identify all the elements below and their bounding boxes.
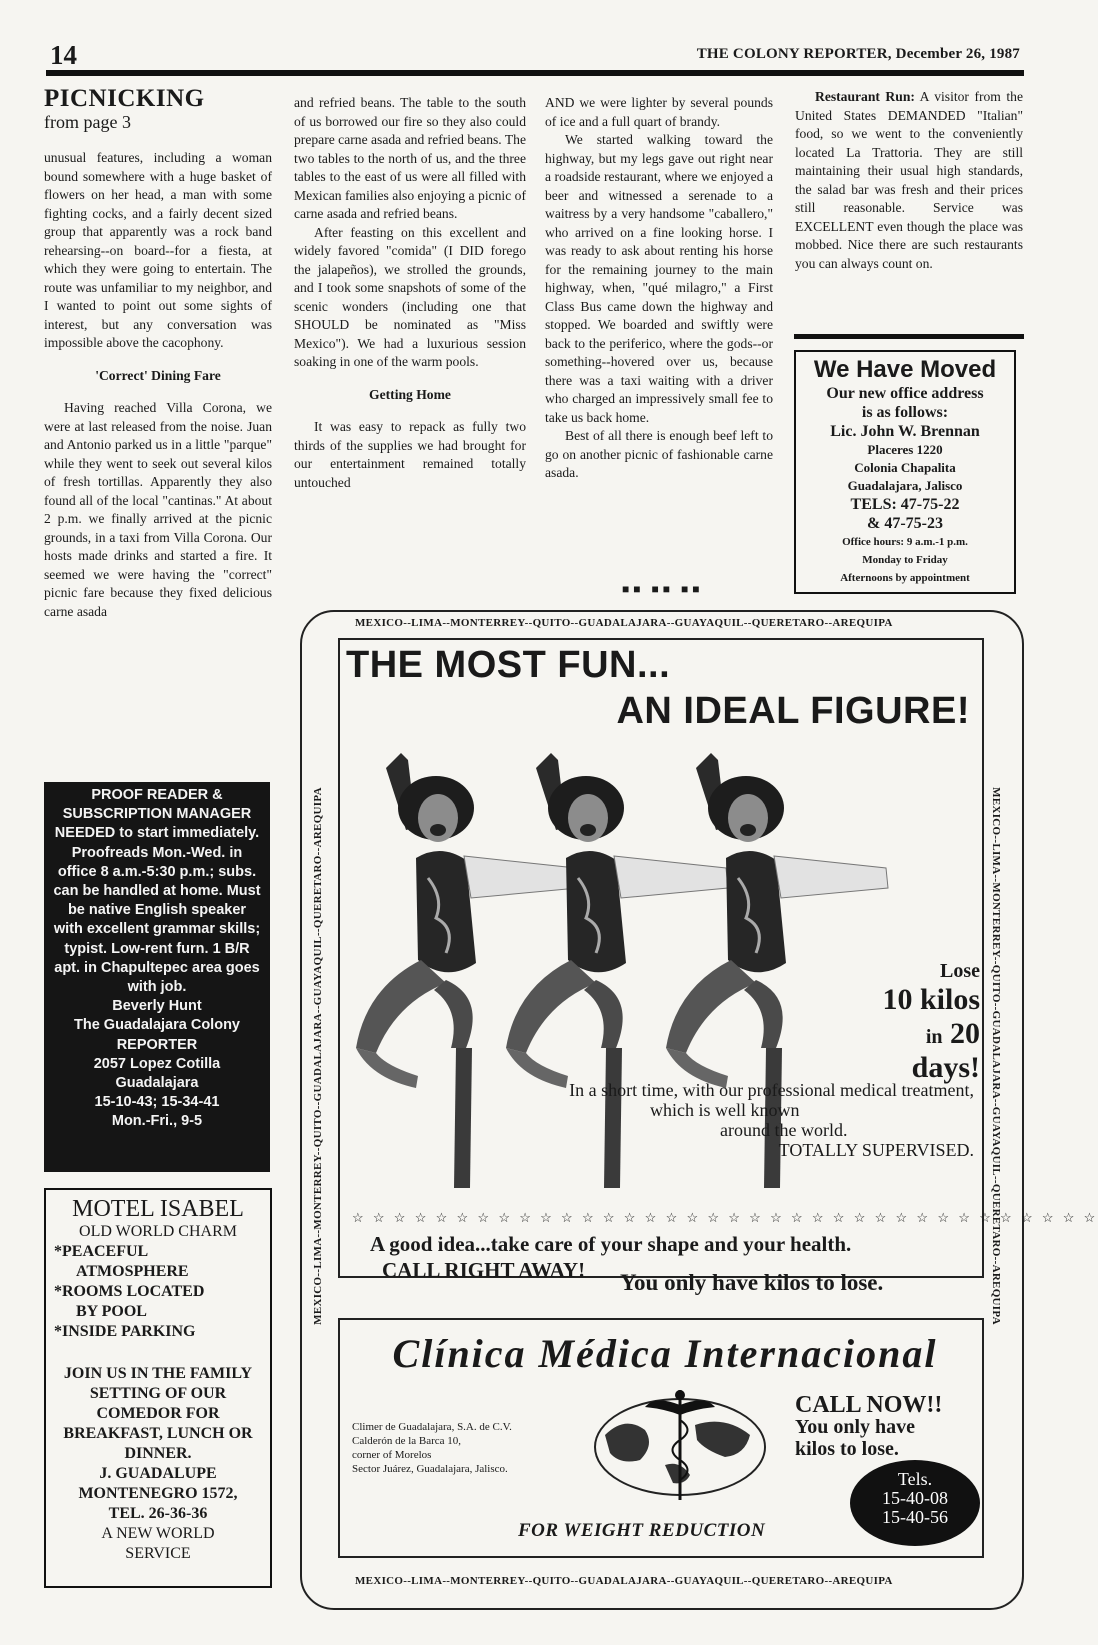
moved-city: Guadalajara, Jalisco xyxy=(847,478,963,493)
motel-name: MOTEL ISABEL xyxy=(72,1196,244,1222)
motel-tel: TEL. 26-36-36 xyxy=(108,1505,208,1522)
restaurant-text: A visitor from the United States DEMANDED "Italian" food, so we went to the conveniently located La Trattoria. They are still maintaining their usual high standards, the salad bar was fresh and their prices still reasonable. Service was EXCELLENT even though the place was mobbed. Nice there are such restaurants you can always count on. xyxy=(795,89,1023,271)
proof-contact: Mon.-Fri., 9-5 xyxy=(111,1113,203,1130)
ad-headline: AN IDEAL FIGURE! xyxy=(616,690,970,732)
header-rule xyxy=(46,70,1024,76)
proof-text: PROOF READER & SUBSCRIPTION MANAGER NEEDED to start immediately. Proofreads Mon.-Wed. in office 8 a.m.-5:30 p.m.; subs. can be handled at home. Must be native English speaker with excellent grammar skills; typist. Low-rent furn. 1 B/R apt. in Chapultepec area goes with job. xyxy=(53,787,261,996)
article-paragraph: unusual features, including a woman bound somewhere with a huge basket of flowers on her head, a man with some fighting cocks, and a fairly decent sized group that apparently was a rock band rehearsing--on board--for a fiesta, at which they were going to entertain. The route was unfamiliar to my neighbor, and I wanted to point out some sights of interest, but any conversation was impossible above the cacophony. xyxy=(44,150,272,350)
moved-colonia: Colonia Chapalita xyxy=(854,460,956,475)
call-now-block xyxy=(795,1394,942,1460)
tels-label: Tels. xyxy=(897,1469,933,1489)
clinic-address-line: Climer de Guadalajara, S.A. de C.V. xyxy=(352,1421,512,1433)
moved-tels: TELS: 47-75-22 xyxy=(850,496,960,513)
motel-line: BY POOL xyxy=(76,1303,147,1320)
ad-desc-line: In a short time, with our professional medical treatment, xyxy=(569,1080,974,1100)
motel-line: *ROOMS LOCATED xyxy=(54,1283,205,1300)
tel-number: 15-40-08 xyxy=(882,1488,948,1508)
ad-desc-line: TOTALLY SUPERVISED. xyxy=(778,1140,974,1160)
ad-desc-line: which is well known xyxy=(650,1100,800,1120)
ad-good-idea: A good idea...take care of your shape and your health. xyxy=(370,1232,852,1256)
lose-days: 20 days! xyxy=(911,1017,980,1084)
clinic-address-line: corner of Morelos xyxy=(352,1449,432,1461)
lose-callout xyxy=(860,960,980,1085)
proof-contact: Guadalajara xyxy=(115,1075,199,1092)
restaurant-column xyxy=(795,88,1023,273)
article-subhead: Getting Home xyxy=(369,386,451,402)
proof-contact: 15-10-43; 15-34-41 xyxy=(94,1094,220,1111)
article-column-2 xyxy=(294,94,526,492)
ad-desc-line: around the world. xyxy=(720,1120,848,1140)
restaurant-lead: Restaurant Run: xyxy=(815,89,915,104)
article-column-1 xyxy=(44,85,272,621)
star-divider: ☆ ☆ ☆ ☆ ☆ ☆ ☆ ☆ ☆ ☆ ☆ ☆ ☆ ☆ ☆ ☆ ☆ ☆ ☆ ☆ ☆ ☆ ☆ ☆ ☆ ☆ ☆ ☆ ☆ ☆ ☆ ☆ ☆ ☆ ☆ ☆ xyxy=(352,1210,1098,1225)
globe-caduceus-icon xyxy=(585,1385,775,1505)
ad-description xyxy=(480,1080,974,1160)
moved-days: Monday to Friday xyxy=(862,554,948,566)
moved-title: We Have Moved xyxy=(813,356,997,383)
article-paragraph: We started walking toward the highway, but my legs gave out right near a roadside restaurant, where we enjoyed a beer and witnessed a serenade to a waitress by a very handsome "caballero," who arrived on a fine looking horse. I was ready to ask about renting his horse for the remaining journey to the main highway, when, "qué milagro," a First Class Bus came down the highway and stopped. We boarded and swiftly were back to the periferico, where the gods--or something--hovered over us, because there was a taxi waiting with a driver who charged an impressively small fee to take us back home. xyxy=(545,132,773,425)
moved-notice xyxy=(794,350,1016,594)
article-paragraph: After feasting on this excellent and widely favored "comida" (I DID forego the jalapeños), we strolled the grounds, and I took some snapshots of some of the scenic wonders (including one that SHOULD be nominated as "Miss Mexico"). We had a luxurious session soaking in one of the warm pools. xyxy=(294,224,526,369)
article-title: PICNICKING xyxy=(44,85,205,112)
moved-tels: & 47-75-23 xyxy=(867,515,943,532)
motel-line: *INSIDE PARKING xyxy=(54,1323,196,1340)
article-paragraph: It was easy to repack as fully two thirds of the supplies we had brought for our entertainment remained totally untouched xyxy=(294,419,526,490)
tels-oval xyxy=(850,1460,980,1546)
motel-address: J. GUADALUPE xyxy=(99,1465,217,1482)
motel-tagline: A NEW WORLD xyxy=(101,1525,215,1542)
proof-contact: 2057 Lopez Cotilla xyxy=(93,1055,221,1072)
ad-city-band-top: MEXICO--LIMA--MONTERREY--QUITO--GUADALAJARA--GUAYAQUIL--QUERETARO--AREQUIPA xyxy=(355,617,893,629)
call-now-line: kilos to lose. xyxy=(795,1438,899,1460)
ad-only-kilos: You only have kilos to lose. xyxy=(620,1270,884,1295)
tel-number: 15-40-56 xyxy=(882,1507,948,1527)
ad-city-band-right: MEXICO--LIMA--MONTERREY--QUITO--GUADALAJARA--GUAYAQUIL--QUERETARO--AREQUIPA xyxy=(990,787,1002,1325)
page-number: 14 xyxy=(50,40,77,70)
article-subtitle: from page 3 xyxy=(44,111,131,132)
lose-in: in xyxy=(925,1026,943,1048)
motel-tagline: SERVICE xyxy=(125,1545,191,1562)
motel-address: MONTENEGRO 1572, xyxy=(78,1485,238,1502)
ad-city-band-bottom: MEXICO--LIMA--MONTERREY--QUITO--GUADALAJARA--GUAYAQUIL--QUERETARO--AREQUIPA xyxy=(355,1575,893,1587)
ad-city-band-left: MEXICO--LIMA--MONTERREY--QUITO--GUADALAJARA--GUAYAQUIL--QUERETARO--AREQUIPA xyxy=(312,787,324,1325)
clinic-name: Clínica Médica Internacional xyxy=(392,1331,938,1376)
proof-reader-ad xyxy=(44,782,270,1172)
weight-reduction-tagline: FOR WEIGHT REDUCTION xyxy=(518,1520,766,1541)
call-now: CALL NOW!! xyxy=(795,1392,943,1418)
proof-contact: The Guadalajara Colony REPORTER xyxy=(74,1017,240,1053)
article-paragraph: Having reached Villa Corona, we were at last released from the noise. Juan and Antonio parked us in a little "parque" while they went to seek out several kilos of fresh tortillas. Apparently they also found all of the local "cantinas." At about 2 p.m. we finally arrived at the picnic grounds, in a taxi from Villa Corona. Our hosts made drinks and started a fire. It seemed we were having the "correct" picnic fare because they fixed delicious carne asada xyxy=(44,400,272,619)
moved-name: Lic. John W. Brennan xyxy=(830,423,980,440)
motel-line: OLD WORLD CHARM xyxy=(79,1223,237,1240)
ad-call-right-away: CALL RIGHT AWAY! xyxy=(382,1258,586,1282)
moved-line: Our new office address xyxy=(826,385,984,402)
moved-appointment: Afternoons by appointment xyxy=(840,572,970,584)
moved-line: is as follows: xyxy=(861,404,949,421)
article-paragraph: and refried beans. The table to the south of us borrowed our fire so they also could prepare carne asada and refried beans. The two tables to the north of us, and the three tables to the east of us were all filled with Mexican families also enjoying a picnic of carne asada and refried beans. xyxy=(294,95,526,221)
article-paragraph: AND we were lighter by several pounds of ice and a full quart of brandy. xyxy=(545,95,773,129)
motel-line: *PEACEFUL xyxy=(54,1243,149,1260)
article-column-3 xyxy=(545,94,773,483)
call-now-line: You only have xyxy=(795,1416,916,1438)
end-mark: ■■ ■■ ■■ xyxy=(622,582,704,596)
motel-isabel-ad xyxy=(44,1188,272,1588)
moved-rule xyxy=(794,334,1024,339)
moved-street: Placeres 1220 xyxy=(867,442,943,457)
motel-join: JOIN US IN THE FAMILY SETTING OF OUR COMEDOR FOR BREAKFAST, LUNCH OR DINNER. xyxy=(63,1365,253,1462)
clinic-address-line: Sector Juárez, Guadalajara, Jalisco. xyxy=(352,1463,508,1475)
lose-amount: 10 kilos xyxy=(882,983,980,1016)
article-paragraph: Best of all there is enough beef left to go on another picnic of fashionable carne asada. xyxy=(545,428,773,480)
clinic-address xyxy=(352,1420,512,1476)
proof-contact: Beverly Hunt xyxy=(112,998,202,1015)
ad-headline: THE MOST FUN... xyxy=(346,644,671,686)
article-subhead: 'Correct' Dining Fare xyxy=(95,367,221,383)
clinic-address-line: Calderón de la Barca 10, xyxy=(352,1435,462,1447)
moved-hours: Office hours: 9 a.m.-1 p.m. xyxy=(842,536,968,548)
lose-word: Lose xyxy=(940,960,980,982)
masthead: THE COLONY REPORTER, December 26, 1987 xyxy=(696,46,1020,62)
motel-line: ATMOSPHERE xyxy=(76,1263,189,1280)
